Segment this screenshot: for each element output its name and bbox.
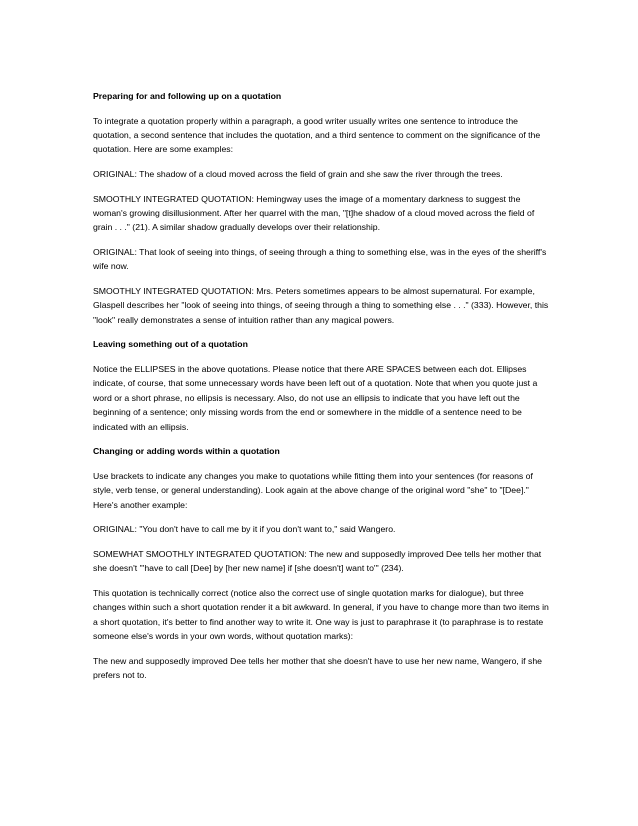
paragraph: The new and supposedly improved Dee tells her mother that she doesn't have to use her new name, Wangero, if she prefers not to. [93, 655, 542, 681]
section-heading: Preparing for and following up on a quotation [93, 91, 282, 101]
paragraph: This quotation is technically correct (notice also the correct use of single quotation marks for dialogue), but three changes within such a short quotation render it a bit awkward. In general, if you have to change more than two items in a short quotation, it's better to find another way to write it. One way is just to paraphrase it (to paraphrase is to restate someone else's words in your own words, without quotation marks): [93, 587, 549, 642]
paragraph: ORIGINAL: "You don't have to call me by it if you don't want to," said Wangero. [93, 524, 396, 535]
paragraph: Use brackets to indicate any changes you make to quotations while fitting them into your sentences (for reasons of style, verb tense, or general understanding). Look again at the above change of the original word "she" to "[Dee]." Here's another example: [93, 470, 533, 510]
paragraph: Notice the ELLIPSES in the above quotations. Please notice that there ARE SPACES between each dot. Ellipses indicate, of course, that some unnecessary words have been left out of a quotation. Note that when you quote just a word or a short phrase, no ellipsis is necessary. Also, do not use an ellipsis to indicate that you have left out the beginning of a sentence; only missing words from the end or somewhere in the middle of a sentence need to be indicated with an ellipsis. [93, 364, 538, 432]
section-heading: Changing or adding words within a quotation [93, 446, 280, 457]
paragraph: ORIGINAL: The shadow of a cloud moved across the field of grain and she saw the river through the trees. [93, 169, 503, 179]
document-page [93, 89, 551, 693]
section-heading: Leaving something out of a quotation [93, 339, 248, 350]
paragraph: SMOOTHLY INTEGRATED QUOTATION: Hemingway uses the image of a momentary darkness to suggest the woman's growing disillusionment. After her quarrel with the man, "[t]he shadow of a cloud moved across the field of grain . . ." (21). A similar shadow gradually develops over their relationship. [93, 193, 535, 233]
paragraph: SMOOTHLY INTEGRATED QUOTATION: Mrs. Peters sometimes appears to be almost supernatural. For example, Glaspell describes her "look of seeing into things, of seeing through a thing to something else . . ." (333). However, this "look" really demonstrates a sense of intuition rather than any magical powers. [93, 286, 549, 325]
paragraph: To integrate a quotation properly within a paragraph, a good writer usually writes one sentence to introduce the quotation, a second sentence that includes the quotation, and a third sentence to comment on the significance of the quotation. Here are some examples: [93, 115, 541, 155]
paragraph: SOMEWHAT SMOOTHLY INTEGRATED QUOTATION: The new and supposedly improved Dee tells her mother that she doesn't "'have to call [Dee] by [her new name] if [she doesn't] want to'" (234). [93, 548, 542, 574]
paragraph: ORIGINAL: That look of seeing into things, of seeing through a thing to something else, was in the eyes of the sheriff's wife now. [93, 247, 547, 272]
